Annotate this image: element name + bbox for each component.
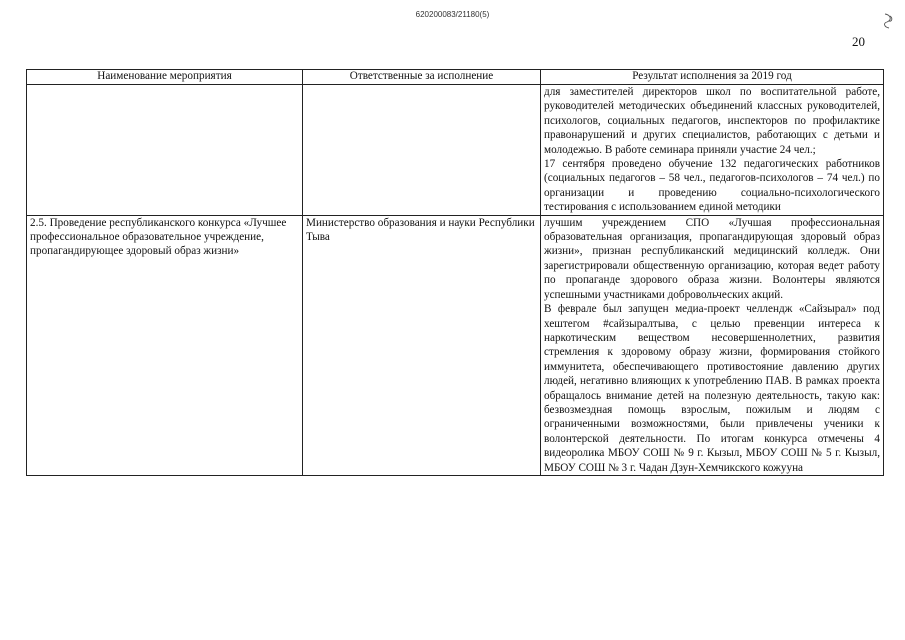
responsible-cell xyxy=(303,85,541,216)
table-row xyxy=(27,215,884,475)
result-paragraph: В феврале был запущен медиа-проект челлендж «Сайзырал» под хештегом #сайзыралтыва, с целью превенции интереса к наркотическим веществом несовершеннолетних, развития стремления к здоровому образу жизни, формирования стойкого иммунитета, обеспечивающего противостояние давлению других людей, негативно влияющих к употреблению ПАВ. В рамках проекта обращалось внимание детей на полезную деятельность, такую как: безвозмездная помощь взрослым, пожилым и людям с ограниченными возможностями, были привлечены ученики к волонтерской деятельности. По итогам конкурса отмечены 4 видеоролика МБОУ СОШ № 9 г. Кызыл, МБОУ СОШ № 5 г. Кызыл, МБОУ СОШ № 3 г. Чадан Дзун-Хемчикского кожууна xyxy=(544,303,880,474)
result-paragraph: 17 сентября проведено обучение 132 педагогических работников (социальных педагогов – 58 чел., педагогов-психологов – 74 чел.) по организации и проведению социально-психологического тестирования с использованием единой методики xyxy=(544,158,880,214)
handwritten-mark xyxy=(882,12,894,32)
column-header-responsible: Ответственные за исполнение xyxy=(303,70,541,85)
event-cell xyxy=(27,85,303,216)
column-header-result: Результат исполнения за 2019 год xyxy=(541,70,884,85)
column-header-event: Наименование мероприятия xyxy=(27,70,303,85)
result-paragraph: для заместителей директоров школ по воспитательной работе, руководителей методических объединений классных руководителей, психологов, социальных педагогов, инспекторов по профилактике правонарушений и других специалистов, работающих с детьми и молодежью. В работе семинара приняли участие 24 чел.; xyxy=(544,86,880,156)
event-cell: 2.5. Проведение республиканского конкурса «Лучшее профессиональное образовательное учреждение, пропагандирующее здоровый образ жизни» xyxy=(27,215,303,475)
activities-table xyxy=(26,69,884,476)
responsible-cell: Министерство образования и науки Республики Тыва xyxy=(303,215,541,475)
result-cell xyxy=(541,215,884,475)
table-row xyxy=(27,85,884,216)
document-id: 620200083/21180(5) xyxy=(415,10,490,19)
result-cell xyxy=(541,85,884,216)
page-number: 20 xyxy=(852,34,865,49)
result-paragraph: лучшим учреждением СПО «Лучшая профессиональная образовательная организация, пропагандирующая здоровый образ жизни», признан республиканский медицинский колледж. Они зарегистрировали общественную организацию, которая ведет работу по пропаганде здорового образа жизни. Волонтеры являются успешными участниками добровольческих акций. xyxy=(544,216,880,301)
table-header-row xyxy=(27,70,884,85)
